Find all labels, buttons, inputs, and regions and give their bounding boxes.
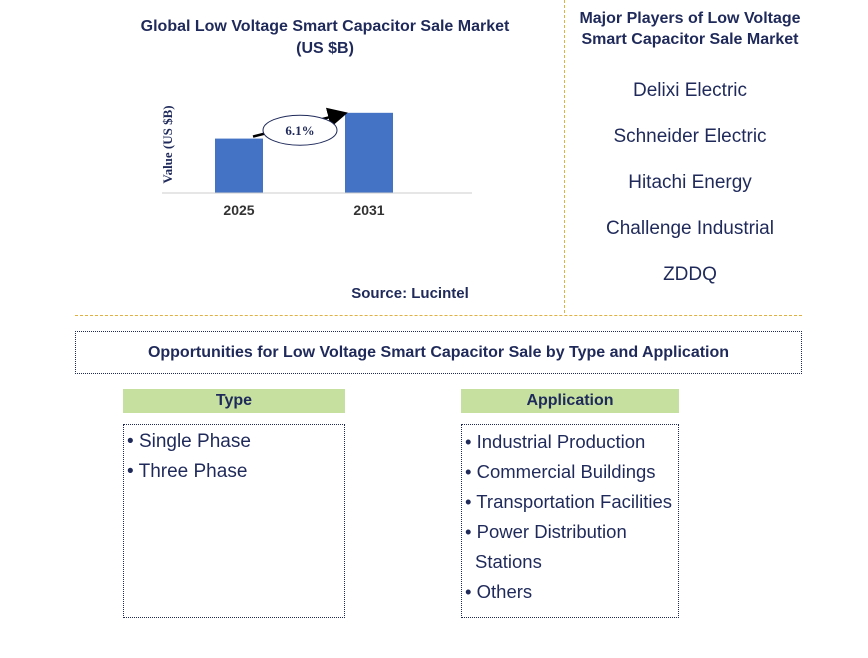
application-item-label: Power Distribution [476, 521, 627, 542]
x-tick-label: 2025 [223, 202, 255, 218]
player-item: Hitachi Energy [628, 172, 752, 193]
chart-title: Global Low Voltage Smart Capacitor Sale Market (US $B) [140, 18, 510, 57]
cagr-label: 6.1% [285, 123, 315, 139]
type-heading: Type [123, 389, 345, 413]
x-tick-label: 2031 [353, 202, 385, 218]
bar-chart [150, 80, 480, 230]
application-list [461, 424, 679, 618]
player-item: Challenge Industrial [606, 218, 774, 239]
opportunities-title: Opportunities for Low Voltage Smart Capacitor Sale by Type and Application [75, 331, 802, 374]
application-heading: Application [461, 389, 679, 413]
horizontal-divider [75, 315, 802, 316]
list-item: • Power Distribution [465, 521, 627, 542]
list-item: • Single Phase [127, 431, 251, 452]
y-axis-label: Value (US $B) [160, 105, 175, 184]
list-item: • Three Phase [127, 461, 248, 482]
type-list [123, 424, 345, 618]
list-item: • Transportation Facilities [465, 491, 672, 512]
application-item-label: Stations [475, 551, 542, 572]
list-item: • Industrial Production [465, 431, 646, 452]
players-list [570, 78, 810, 308]
application-item-label: Transportation Facilities [476, 491, 672, 512]
player-item: Delixi Electric [632, 80, 748, 101]
bar [345, 113, 393, 193]
application-item-label: Others [476, 581, 533, 602]
type-item-label: Three Phase [138, 461, 248, 482]
type-panel [123, 389, 345, 413]
list-item [465, 547, 675, 577]
player-item: Schneider Electric [613, 126, 767, 147]
application-item-label: Industrial Production [476, 431, 646, 452]
type-item-label: Single Phase [138, 431, 251, 452]
application-panel [461, 389, 679, 413]
list-item: • Others [465, 581, 533, 602]
vertical-divider [564, 0, 565, 313]
application-item-label: Commercial Buildings [476, 461, 656, 482]
player-item: ZDDQ [663, 264, 717, 285]
list-item: • Commercial Buildings [465, 461, 656, 482]
bar [215, 139, 263, 193]
players-title: Major Players of Low Voltage Smart Capacitor Sale Market [579, 10, 801, 48]
source-label: Source: Lucintel [351, 285, 469, 302]
